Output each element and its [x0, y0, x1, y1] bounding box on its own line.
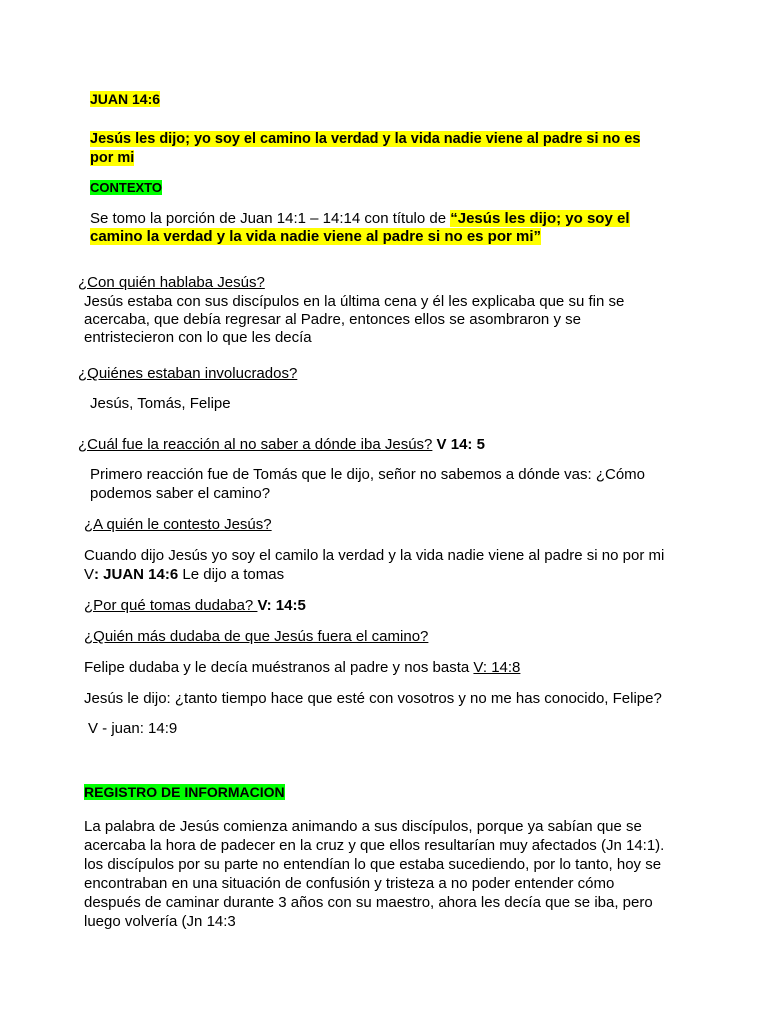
- question-1: ¿Con quién hablaba Jesús?: [78, 274, 265, 291]
- registro-line-3: los discípulos por su parte no entendían lo que estaba sucediendo, por lo tanto, hoy se: [84, 856, 662, 873]
- answer-4-line-1: Cuando dijo Jesús yo soy el camilo la verdad y la vida nadie viene al padre si no por mi: [84, 547, 665, 564]
- question-3-ref: V 14: 5: [432, 436, 485, 453]
- registro-line-6: luego volvería (Jn 14:3: [84, 913, 236, 930]
- contexto-quote-1: “Jesús les dijo; yo soy el: [450, 210, 630, 227]
- registro-heading: REGISTRO DE INFORMACION: [84, 784, 285, 800]
- answer-4-ref: : JUAN 14:6: [94, 566, 179, 583]
- question-4: ¿A quién le contesto Jesús?: [84, 516, 272, 533]
- question-5-ref: V: 14:5: [257, 597, 306, 614]
- answer-6-line-3: V - juan: 14:9: [88, 720, 178, 737]
- registro-line-1: La palabra de Jesús comienza animando a sus discípulos, porque ya sabían que se: [84, 818, 642, 835]
- contexto-quote-2: camino la verdad y la vida nadie viene al padre si no es por mi”: [90, 228, 542, 245]
- title: JUAN 14:6: [90, 91, 161, 107]
- verse-line-2: por mi: [90, 150, 135, 166]
- question-5: ¿Por qué tomas dudaba?: [84, 597, 258, 614]
- answer-2: Jesús, Tomás, Felipe: [90, 395, 231, 412]
- answer-6-line-2: Jesús le dijo: ¿tanto tiempo hace que esté con vosotros y no me has conocido, Felipe?: [84, 690, 662, 707]
- registro-line-4: encontraban en una situación de confusión y tristeza a no poder entender cómo: [84, 875, 615, 892]
- answer-6: Felipe dudaba y le decía muéstranos al padre y nos basta: [84, 659, 474, 676]
- question-6: ¿Quién más dudaba de que Jesús fuera el camino?: [84, 628, 429, 645]
- verse-line-1: Jesús les dijo; yo soy el camino la verdad y la vida nadie viene al padre si no es: [90, 131, 641, 147]
- answer-1-line-1: Jesús estaba con sus discípulos en la última cena y él les explicaba que su fin se: [84, 293, 625, 310]
- question-2: ¿Quiénes estaban involucrados?: [78, 365, 298, 382]
- contexto-heading: CONTEXTO: [90, 180, 162, 195]
- answer-4-v: V: [84, 566, 95, 583]
- answer-4-rest: Le dijo a tomas: [178, 566, 285, 583]
- contexto-text: Se tomo la porción de Juan 14:1 – 14:14 con título de: [90, 210, 451, 227]
- answer-3-line-2: podemos saber el camino?: [90, 485, 271, 502]
- registro-line-2: acercaba la hora de padecer en la cruz y que ellos resultarían muy afectados (Jn 14:1).: [84, 837, 665, 854]
- answer-1-line-3: entristecieron con lo que les decía: [84, 329, 312, 346]
- registro-line-5: después de caminar durante 3 años con su maestro, ahora les decía que se iba, pero: [84, 894, 653, 911]
- answer-3-line-1: Primero reacción fue de Tomás que le dijo, señor no sabemos a dónde vas: ¿Cómo: [90, 466, 646, 483]
- answer-1-line-2: acercaba, que debía regresar al Padre, entonces ellos se asombraron y se: [84, 311, 581, 328]
- question-3: ¿Cuál fue la reacción al no saber a dónde iba Jesús?: [78, 436, 433, 453]
- answer-6-ref: V: 14:8: [473, 659, 521, 676]
